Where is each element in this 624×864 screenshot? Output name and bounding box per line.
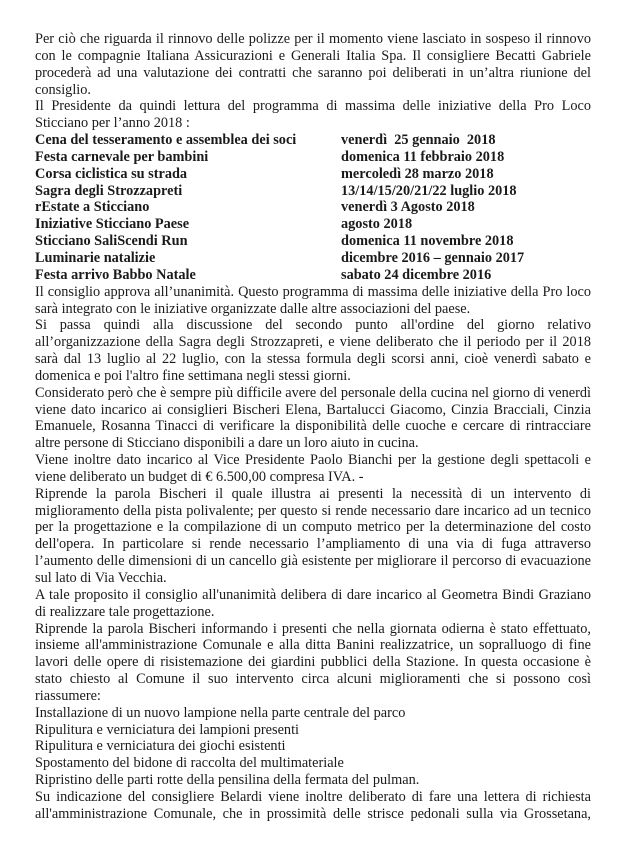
event-name: Cena del tesseramento e assemblea dei soci	[35, 132, 297, 149]
list-item: Spostamento del bidone di raccolta del multimateriale	[35, 755, 344, 772]
list-item: Ripristino delle parti rotte della pensilina della fermata del pulman.	[35, 772, 420, 789]
event-name: Luminarie natalizie	[35, 249, 156, 266]
events-table	[35, 132, 591, 284]
event-date: 13/14/15/20/21/22 luglio 2018	[341, 182, 517, 199]
event-date: domenica 11 novembre 2018	[341, 233, 514, 250]
paragraph-geometra: A tale proposito il consiglio all'unanimità delibera di dare incarico al Geometra Bindi Graziano di realizzare tale progettazione.	[35, 586, 591, 620]
event-row	[35, 233, 591, 250]
event-name: Sticciano SaliScendi Run	[35, 233, 188, 250]
paragraph-approval: Il consiglio approva all’unanimità. Questo programma di massima delle iniziative della Pro loco sarà integrato con le iniziative organizzate dalle altre associazioni del paese.	[35, 283, 591, 317]
list-item: Ripulitura e verniciatura dei giochi esistenti	[35, 738, 286, 755]
event-row	[35, 199, 591, 216]
event-row	[35, 250, 591, 267]
paragraph-kitchen-staff: Considerato però che è sempre più difficile avere del personale della cucina nel giorno di venerdì viene dato incarico ai consiglieri Bischeri Elena, Bartalucci Giacomo, Cinzia Bracciali, Cinzia Emanuele, Rosanna Tinacci di verificare la disponibilità delle cuoche e cercare di rintracciare altre persone di Sticciano disponibili a dare un loro aiuto in cucina.	[35, 384, 591, 452]
event-date: domenica 11 febbraio 2018	[341, 148, 505, 165]
event-name: Festa arrivo Babbo Natale	[35, 266, 196, 283]
paragraph-sagra: Si passa quindi alla discussione del secondo punto all'ordine del giorno relativo all’organizzazione della Sagra degli Strozzapreti, e viene deliberato che il periodo per il 2018 sarà dal 13 luglio al 22 luglio, con la stessa formula degli scorsi anni, cioè venerdì sabato e domenica e poi l'altro fine settimana negli stessi giorni.	[35, 317, 591, 384]
paragraph-budget: Viene inoltre dato incarico al Vice Presidente Paolo Bianchi per la gestione degli spettacoli e viene deliberato un budget di € 6.500,00 compresa IVA. -	[35, 452, 591, 485]
paragraph-pista: Riprende la parola Bischeri il quale illustra ai presenti la necessità di un intervento di miglioramento della pista polivalente; per questo si rende necessario dare incarico ad un tecnico per la progettazione e la compilazione di un computo metrico per la determinazione del costo dell'opera. In particolare si rende necessario l’ampliamento di una via di fuga attraverso l’aumento delle dimensioni di un cancello già esistente per migliorare il percorso di evacuazione sul lato di Via Vecchia.	[35, 485, 591, 586]
event-name: Iniziative Sticciano Paese	[35, 216, 190, 233]
improvements-list	[35, 705, 591, 789]
paragraph-belardi: Su indicazione del consigliere Belardi viene inoltre deliberato di fare una lettera di richiesta all'amministrazione Comunale, che in prossimità delle strisce pedonali sulla via Grossetana,	[35, 788, 591, 822]
event-row	[35, 166, 591, 183]
event-date: mercoledì 28 marzo 2018	[341, 165, 494, 182]
event-name: rEstate a Sticciano	[35, 199, 150, 216]
event-date: dicembre 2016 – gennaio 2017	[341, 249, 525, 266]
event-date: venerdì 25 gennaio 2018	[341, 132, 496, 149]
list-item: Ripulitura e verniciatura dei lampioni presenti	[35, 721, 300, 738]
event-row	[35, 149, 591, 166]
event-date: agosto 2018	[341, 216, 413, 233]
event-row	[35, 132, 591, 149]
event-row	[35, 216, 591, 233]
event-name: Sagra degli Strozzapreti	[35, 182, 183, 199]
event-row	[35, 267, 591, 284]
paragraph-program-intro: Il Presidente da quindi lettura del programma di massima delle iniziative della Pro Loco Sticciano per l’anno 2018 :	[35, 98, 591, 132]
paragraph-sopralluogo: Riprende la parola Bischeri informando i presenti che nella giornata odierna è stato effettuato, insieme all'amministrazione Comunale e alla ditta Banini realizzatrice, un sopralluogo di fine lavori delle opere di risistemazione dei giardini pubblici della Stazione. In questa occasione è stato chiesto al Comune il suo intervento circa alcuni miglioramenti che si possono così riassumere:	[35, 620, 591, 704]
event-date: sabato 24 dicembre 2016	[341, 266, 492, 283]
event-row	[35, 183, 591, 200]
document-page	[35, 31, 591, 823]
event-date: venerdì 3 Agosto 2018	[341, 199, 475, 216]
paragraph-insurance: Per ciò che riguarda il rinnovo delle polizze per il momento viene lasciato in sospeso il rinnovo con le compagnie Italiana Assicurazioni e Generali Italia Spa. Il consigliere Becatti Gabriele procederà ad una valutazione dei contratti che saranno poi deliberati in un’altra riunione del consiglio.	[35, 31, 591, 98]
event-name: Festa carnevale per bambini	[35, 148, 209, 165]
event-name: Corsa ciclistica su strada	[35, 165, 188, 182]
list-item: Installazione di un nuovo lampione nella parte centrale del parco	[35, 704, 406, 721]
